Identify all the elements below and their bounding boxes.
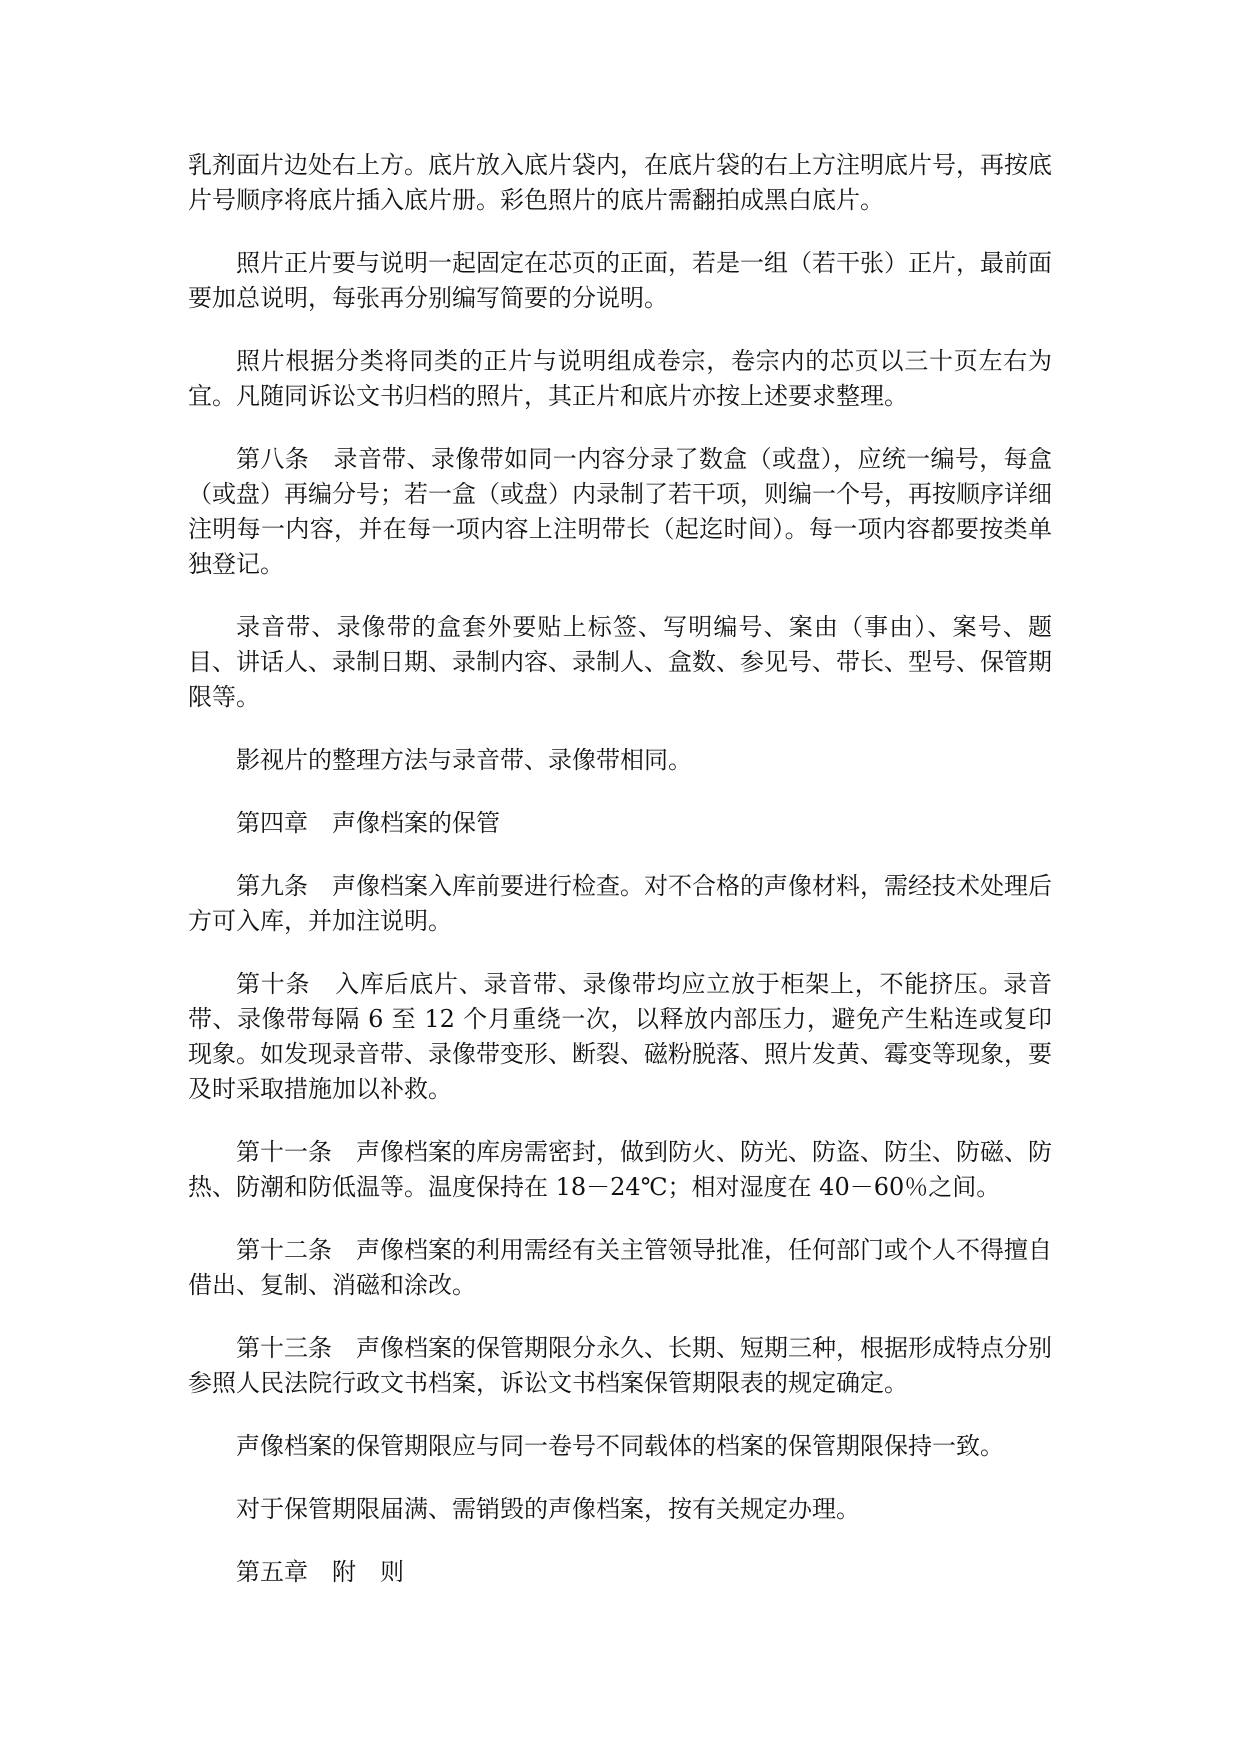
paragraph-destruction: 对于保管期限届满、需销毁的声像档案，按有关规定办理。 <box>236 1495 860 1523</box>
paragraph-article-12: 第十二条 声像档案的利用需经有关主管领导批准，任何部门或个人不得擅自借出、复制、消磁和涂改。 <box>188 1236 1052 1299</box>
paragraph-article-9: 第九条 声像档案入库前要进行检查。对不合格的声像材料，需经技术处理后方可入库，并加注说明。 <box>188 872 1052 935</box>
paragraph-photo-volumes: 照片根据分类将同类的正片与说明组成卷宗，卷宗内的芯页以三十页左右为宜。凡随同诉讼文书归档的照片，其正片和底片亦按上述要求整理。 <box>188 347 1052 410</box>
chapter-5-heading: 第五章 附 则 <box>236 1558 404 1586</box>
paragraph-photo-prints: 照片正片要与说明一起固定在芯页的正面，若是一组（若干张）正片，最前面要加总说明，每张再分别编写简要的分说明。 <box>188 249 1052 312</box>
paragraph-article-13: 第十三条 声像档案的保管期限分永久、长期、短期三种，根据形成特点分别参照人民法院行政文书档案，诉讼文书档案保管期限表的规定确定。 <box>188 1334 1052 1397</box>
paragraph-film-method: 影视片的整理方法与录音带、录像带相同。 <box>236 746 692 774</box>
paragraph-tape-labels: 录音带、录像带的盒套外要贴上标签、写明编号、案由（事由）、案号、题目、讲话人、录制日期、录制内容、录制人、盒数、参见号、带长、型号、保管期限等。 <box>188 613 1052 711</box>
paragraph-article-8: 第八条 录音带、录像带如同一内容分录了数盒（或盘），应统一编号，每盒（或盘）再编分号；若一盒（或盘）内录制了若干项，则编一个号，再按顺序详细注明每一内容，并在每一项内容上注明带长（起迄时间）。每一项内容都要按类单独登记。 <box>188 445 1052 578</box>
paragraph-retention-consistency: 声像档案的保管期限应与同一卷号不同载体的档案的保管期限保持一致。 <box>236 1432 1004 1460</box>
paragraph-article-10: 第十条 入库后底片、录音带、录像带均应立放于柜架上，不能挤压。录音带、录像带每隔 6 至 12 个月重绕一次，以释放内部压力，避免产生粘连或复印现象。如发现录音带、录像带变形、断裂、磁粉脱落、照片发黄、霉变等现象，要及时采取措施加以补救。 <box>188 970 1052 1103</box>
chapter-4-heading: 第四章 声像档案的保管 <box>236 809 500 837</box>
paragraph-photo-negatives: 乳剂面片边处右上方。底片放入底片袋内，在底片袋的右上方注明底片号，再按底片号顺序将底片插入底片册。彩色照片的底片需翻拍成黑白底片。 <box>188 151 1052 214</box>
paragraph-article-11: 第十一条 声像档案的库房需密封，做到防火、防光、防盗、防尘、防磁、防热、防潮和防低温等。温度保持在 18－24℃；相对湿度在 40－60％之间。 <box>188 1138 1052 1201</box>
document-page <box>188 148 1052 1618</box>
